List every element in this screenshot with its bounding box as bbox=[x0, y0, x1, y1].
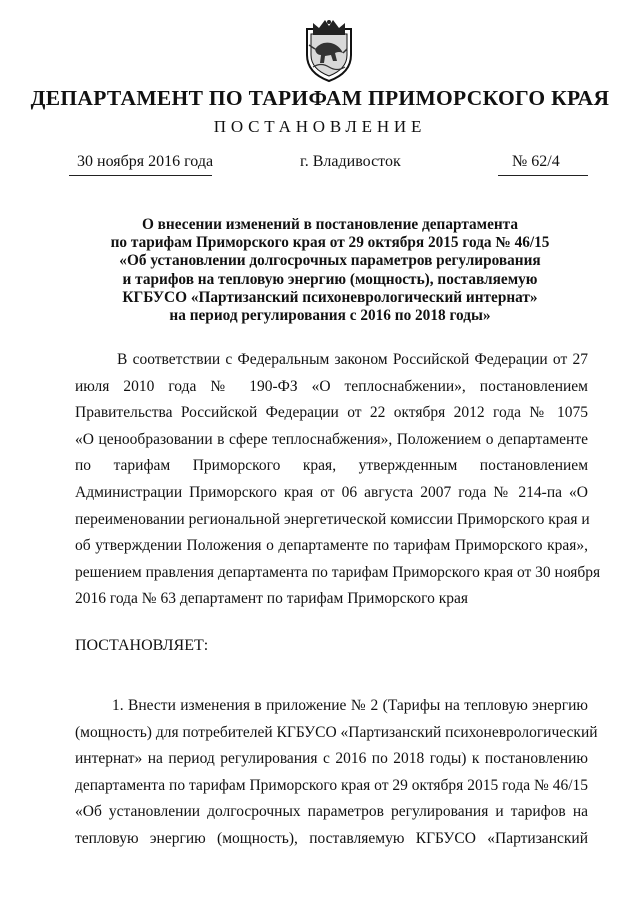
title-line: КГБУСО «Партизанский психоневрологический интернат» bbox=[122, 288, 538, 306]
title-line: на период регулирования с 2016 по 2018 годы» bbox=[169, 307, 491, 325]
title-line: «Об установлении долгосрочных параметров регулирования bbox=[119, 252, 541, 270]
item-1-paragraph bbox=[75, 693, 598, 853]
item-1-line: (мощность) для потребителей КГБУСО «Партизанский психоневрологический bbox=[75, 723, 598, 741]
preamble-line: В соответствии с Федеральным законом Российской Федерации от 27 bbox=[117, 351, 588, 368]
title-line: по тарифам Приморского края от 29 октября 2015 года № 46/15 bbox=[110, 234, 550, 252]
preamble-line: об утверждении Положения о департаменте по тарифам Приморского края», bbox=[75, 537, 588, 555]
title-line: и тарифов на тепловую энергию (мощность), поставляемую bbox=[122, 270, 538, 288]
preamble-line: Правительства Российской Федерации от 22 октября 2012 года № 1075 bbox=[75, 404, 588, 422]
number-underline bbox=[498, 175, 588, 176]
preamble-paragraph bbox=[75, 347, 601, 613]
preamble-line: Администрации Приморского края от 06 августа 2007 года № 214-па «О bbox=[75, 483, 588, 501]
item-1-line: интернат» на период регулирования с 2016 по 2018 годы) к постановлению bbox=[75, 750, 588, 768]
item-1-line: департамента по тарифам Приморского края от 29 октября 2015 года № 46/15 bbox=[75, 776, 588, 794]
document-title bbox=[60, 216, 600, 325]
document-number: № 62/4 bbox=[512, 153, 560, 170]
preamble-line: «О ценообразовании в сфере теплоснабжения», Положением о департаменте bbox=[75, 430, 588, 448]
item-1-line: тепловую энергию (мощность), поставляемую КГБУСО «Партизанский bbox=[75, 829, 588, 847]
title-line: О внесении изменений в постановление департамента bbox=[141, 216, 519, 233]
preamble-line: июля 2010 года № 190-ФЗ «О теплоснабжении», постановлением bbox=[75, 377, 588, 395]
item-1-line: «Об установлении долгосрочных параметров регулирования и тарифов на bbox=[75, 803, 588, 821]
preamble-line: решением правления департамента по тарифам Приморского края от 30 ноября bbox=[75, 563, 601, 581]
department-name: ДЕПАРТАМЕНТ ПО ТАРИФАМ ПРИМОРСКОГО КРАЯ bbox=[30, 86, 610, 110]
preamble-line: по тарифам Приморского края, утвержденным постановлением bbox=[75, 457, 588, 475]
preamble-line: переименовании региональной энергетической комиссии Приморского края и bbox=[75, 510, 590, 528]
date-underline bbox=[69, 175, 212, 176]
resolution-heading: ПОСТАНОВЛЯЕТ: bbox=[75, 637, 209, 654]
preamble-line: 2016 года № 63 департамент по тарифам Приморского края bbox=[75, 590, 469, 608]
document-type: ПОСТАНОВЛЕНИЕ bbox=[213, 117, 427, 136]
item-1-line: 1. Внести изменения в приложение № 2 (Тарифы на тепловую энергию bbox=[112, 697, 588, 714]
document-city: г. Владивосток bbox=[300, 153, 401, 170]
coat-of-arms-emblem bbox=[299, 15, 359, 83]
document-date: 30 ноября 2016 года bbox=[77, 153, 214, 170]
